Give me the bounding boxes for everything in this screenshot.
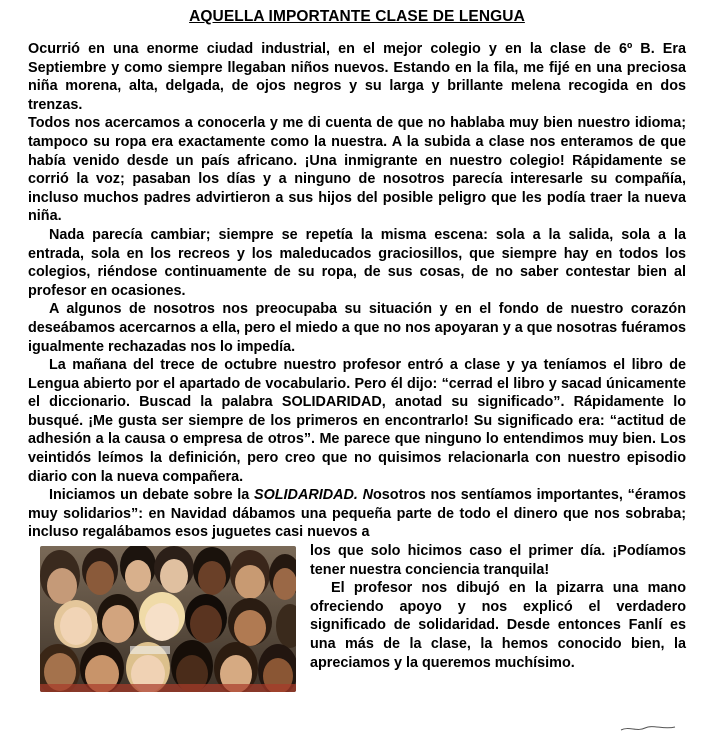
bottom-section <box>28 542 686 692</box>
children-group-photo <box>40 546 296 692</box>
paragraph-1: Ocurrió en una enorme ciudad industrial, en el mejor colegio y en la clase de 6º B. Era Septiembre y como siempre llegaban niños nuevos. Estando en la fila, me fijé en una preciosa niña morena, alta, delgada, de ojos negros y su larga y brillante melena recogida en dos trenzas. <box>28 41 686 113</box>
paragraph-3: Nada parecía cambiar; siempre se repetía la misma escena: sola a la salida, sola a la entrada, sola en los recreos y los maleducados graciosillos, que siempre hay en todos los colegios, riéndose continuamente de su ropa, de sus cosas, de no saber contestar bien al profesor en ocasiones. <box>28 226 686 299</box>
paragraph-4: A algunos de nosotros nos preocupaba su situación y en el fondo de nuestro corazón deseábamos acercarnos a ella, pero el miedo a que no nos apoyaran y a que nosotras fuéramos igualmente rechazadas nos lo impedía. <box>28 301 686 355</box>
signature-scribble <box>619 721 679 739</box>
paragraph-2: Todos nos acercamos a conocerla y me di cuenta de que no hablaba muy bien nuestro idioma; tampoco su ropa era exactamente como la nuestra. A la subida a clase nos enteramos de que había venido desde un país africano. ¡Una inmigrante en nuestro colegio! Rápidamente se corrió la voz; pasaban los días y a ninguno de nosotros parecía interesarle su compañía, incluso muchos padres advirtieron a sus hijos del posible peligro que les podía traer la nueva niña. <box>28 115 686 225</box>
paragraph-6-continued: los que solo hicimos caso el primer día. ¡Podíamos tener nuestra conciencia tranquila! <box>310 543 686 578</box>
paragraph-6-rest: osotros nos sentíamos importantes, “éramos muy solidarios”: en Navidad dábamos una pequeña parte de todo el dinero que nos sobraba; incluso regalábamos esos juguetes casi nuevos a <box>28 487 687 541</box>
paragraph-7: El profesor nos dibujó en la pizarra una mano ofreciendo apoyo y nos explicó el verdadero significado de solidaridad. Desde entonces Fanlí es una más de la clase, la hemos conocido bien, la apreciamos y la queremos muchísimo. <box>310 580 686 671</box>
document-page <box>28 8 686 692</box>
paragraph-6-italic: SOLIDARIDAD. N <box>253 487 373 504</box>
paragraph-5: La mañana del trece de octubre nuestro profesor entró a clase y ya teníamos el libro de Lengua abierto por el apartado de vocabulario. Pero él dijo: “cerrad el libro y sacad únicamente el diccionario. Buscad la palabra SOLIDARIDAD, anotad su significado”. Rápidamente lo busqué. ¡Me gusta ser siempre de los primeros en encontrarlo! Su significado era: “actitud de adhesión a la causa o empresa de otros”. Me parece que ninguno lo entendimos muy bien. Los veintidós leímos la definición, pero creo que no quisimos relacionarla con nuestro episodio diario con la nueva compañera. <box>28 357 686 485</box>
paragraph-6-start: Iniciamos un debate sobre la <box>49 487 254 504</box>
page-title: AQUELLA IMPORTANTE CLASE DE LENGUA <box>189 8 525 25</box>
paragraph-6 <box>28 486 686 542</box>
